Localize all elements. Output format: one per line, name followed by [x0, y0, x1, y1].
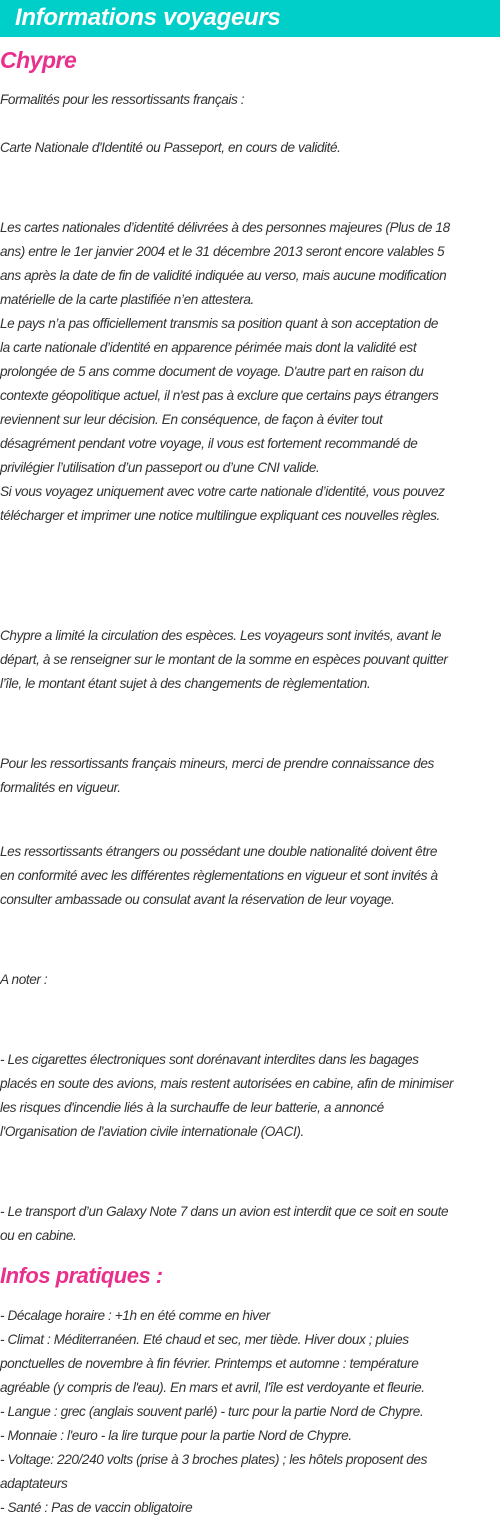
list-item: agréable (y compris de l'eau). En mars et avril, l'île est verdoyante et fleurie.	[0, 1380, 425, 1395]
text-line: l’île, le montant étant sujet à des changements de règlementation.	[0, 676, 371, 691]
list-item: - Climat : Méditerranéen. Eté chaud et sec, mer tiède. Hiver doux ; pluies	[0, 1332, 409, 1347]
practical-info-list	[0, 1304, 500, 1520]
note-label: A noter :	[0, 972, 48, 987]
text-line: Les ressortissants étrangers ou possédant une double nationalité doivent être	[0, 844, 437, 859]
foreigners-paragraph	[0, 840, 500, 912]
text-line: matérielle de la carte plastifiée n’en attestera.	[0, 292, 254, 307]
text-line: la carte nationale d’identité en apparence périmée mais dont la validité est	[0, 340, 417, 355]
text-line: Chypre a limité la circulation des espèces. Les voyageurs sont invités, avant le	[0, 628, 442, 643]
text-line: télécharger et imprimer une notice multilingue expliquant ces nouvelles règles.	[0, 508, 440, 523]
text-line: l'Organisation de l'aviation civile internationale (OACI).	[0, 1124, 304, 1139]
list-item: - Langue : grec (anglais souvent parlé) - turc pour la partie Nord de Chypre.	[0, 1404, 424, 1419]
formalities-intro: Formalités pour les ressortissants français :	[0, 92, 245, 107]
text-line: contexte géopolitique actuel, il n'est pas à exclure que certains pays étrangers	[0, 388, 439, 403]
text-line: placés en soute des avions, mais restent autorisées en cabine, afin de minimiser	[0, 1076, 454, 1091]
text-line: consulter ambassade ou consulat avant la réservation de leur voyage.	[0, 892, 395, 907]
cash-paragraph	[0, 624, 500, 696]
list-item: adaptateurs	[0, 1476, 68, 1491]
ecigarette-paragraph	[0, 1048, 500, 1144]
cni-validity-paragraph	[0, 216, 500, 528]
text-line: Si vous voyagez uniquement avec votre carte nationale d’identité, vous pouvez	[0, 484, 445, 499]
text-line: reviennent sur leur décision. En conséquence, de façon à éviter tout	[0, 412, 383, 427]
text-line: les risques d'incendie liés à la surchauffe de leur batterie, a annoncé	[0, 1100, 384, 1115]
list-item: - Monnaie : l'euro - la lire turque pour la partie Nord de Chypre.	[0, 1428, 352, 1443]
practical-info-title: Infos pratiques :	[0, 1263, 163, 1288]
galaxy-note-paragraph	[0, 1200, 500, 1248]
required-documents: Carte Nationale d'Identité ou Passeport, en cours de validité.	[0, 140, 341, 155]
text-line: privilégier l’utilisation d’un passeport ou d’une CNI valide.	[0, 460, 320, 475]
list-item: - Décalage horaire : +1h en été comme en hiver	[0, 1308, 270, 1323]
text-line: désagrément pendant votre voyage, il vous est fortement recommandé de	[0, 436, 418, 451]
text-line: ans après la date de fin de validité indiquée au verso, mais aucune modification	[0, 268, 447, 283]
page-title: Informations voyageurs	[15, 4, 281, 31]
minors-paragraph	[0, 752, 500, 800]
country-title: Chypre	[0, 47, 77, 73]
header-bar	[0, 0, 500, 37]
text-line: Le pays n’a pas officiellement transmis sa position quant à son acceptation de	[0, 316, 439, 331]
list-item: ponctuelles de novembre à fin février. Printemps et automne : température	[0, 1356, 419, 1371]
text-line: prolongée de 5 ans comme document de voyage. D'autre part en raison du	[0, 364, 424, 379]
text-line: - Le transport d’un Galaxy Note 7 dans un avion est interdit que ce soit en soute	[0, 1204, 449, 1219]
text-line: en conformité avec les différentes règlementations en vigueur et sont invités à	[0, 868, 438, 883]
list-item: - Santé : Pas de vaccin obligatoire	[0, 1500, 193, 1515]
text-line: départ, à se renseigner sur le montant de la somme en espèces pouvant quitter	[0, 652, 448, 667]
text-line: ans) entre le 1er janvier 2004 et le 31 décembre 2013 seront encore valables 5	[0, 244, 445, 259]
text-line: - Les cigarettes électroniques sont dorénavant interdites dans les bagages	[0, 1052, 419, 1067]
text-line: Pour les ressortissants français mineurs, merci de prendre connaissance des	[0, 756, 434, 771]
text-line: Les cartes nationales d’identité délivrées à des personnes majeures (Plus de 18	[0, 220, 450, 235]
list-item: - Voltage: 220/240 volts (prise à 3 broches plates) ; les hôtels proposent des	[0, 1452, 427, 1467]
text-line: formalités en vigueur.	[0, 780, 121, 795]
text-line: ou en cabine.	[0, 1228, 77, 1243]
